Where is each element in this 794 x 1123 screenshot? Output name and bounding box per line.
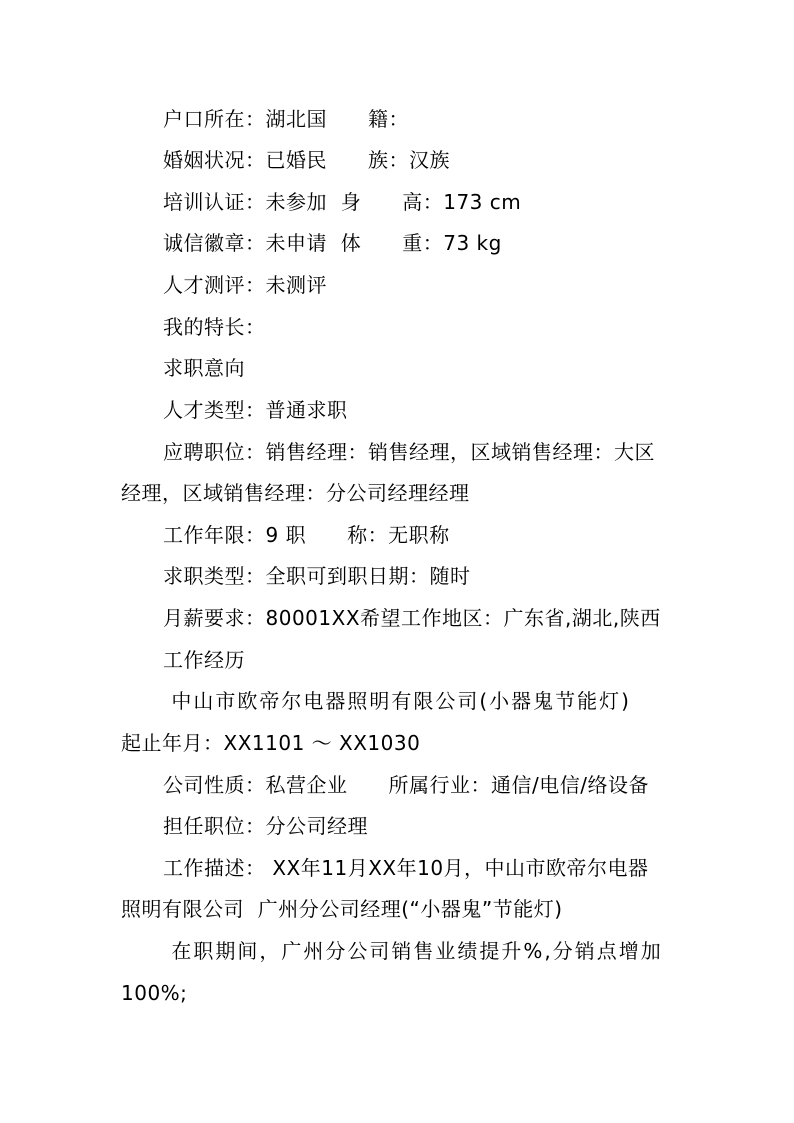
applied-position-continuation: 经理，区域销售经理：分公司经理经理 bbox=[121, 481, 470, 505]
household-registration-line: 户口所在：湖北国 籍： bbox=[163, 107, 409, 131]
salary-expectation-line: 月薪要求：80001XX希望工作地区：广东省,湖北,陕西 bbox=[163, 606, 661, 630]
talent-type-line: 人才类型：普通求职 bbox=[163, 398, 348, 422]
applied-position-line: 应聘职位：销售经理：销售经理，区域销售经理：大区 bbox=[163, 440, 655, 464]
talent-assessment-line: 人才测评：未测评 bbox=[163, 273, 327, 297]
company-nature-line: 公司性质：私营企业 所属行业：通信/电信/络设备 bbox=[163, 773, 649, 797]
achievement-continuation: 100%; bbox=[121, 981, 188, 1005]
work-experience-heading: 工作经历 bbox=[163, 648, 245, 672]
employment-period-line: 起止年月：XX1101 ～ XX1030 bbox=[121, 731, 421, 755]
achievement-line: 在职期间，广州分公司销售业绩提升%,分销点增加 bbox=[163, 939, 663, 963]
job-type-line: 求职类型：全职可到职日期：随时 bbox=[163, 564, 471, 588]
marital-status-line: 婚姻状况：已婚民 族：汉族 bbox=[163, 148, 450, 172]
specialty-line: 我的特长： bbox=[163, 315, 266, 339]
job-description-continuation: 照明有限公司 广州分公司经理(“小器鬼”节能灯) bbox=[121, 897, 563, 921]
training-certification-line: 培训认证：未参加 身 高：173 cm bbox=[163, 190, 522, 214]
integrity-badge-line: 诚信徽章：未申请 体 重：73 kg bbox=[163, 231, 502, 255]
job-description-line: 工作描述： XX年11月XX年10月，中山市欧帝尔电器 bbox=[163, 856, 649, 880]
working-years-line: 工作年限：9 职 称：无职称 bbox=[163, 523, 450, 547]
job-intention-heading: 求职意向 bbox=[163, 356, 245, 380]
position-held-line: 担任职位：分公司经理 bbox=[163, 814, 368, 838]
company-name-line: 中山市欧帝尔电器照明有限公司(小器鬼节能灯) bbox=[163, 689, 631, 713]
